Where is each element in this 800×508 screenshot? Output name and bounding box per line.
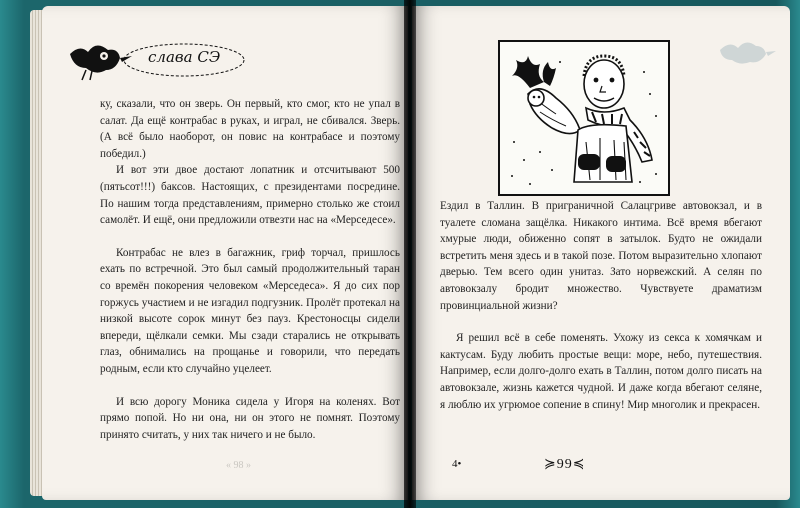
footer-marker: 4•: [452, 458, 462, 470]
paragraph: Контрабас не влез в багажник, гриф торчал, пришлось ехать по встречной. Это был самый продолжительный таран со времён покорения человеком «Мерседеса». Я до сих пор горжусь участием и не изгадил подгузник. Пролёт протекал на низкой высоте сорок минут без пауз. Крестоносцы сидели впереди, щёлкали семки. Мы сзади старались не открывать глаз, обнимались на прощанье и говорили, что передать родным, если кто случайно уцелеет.: [100, 246, 400, 375]
left-page-text: [100, 96, 400, 443]
paragraph: И вот эти двое достают лопатник и отсчитывают 500 (пятьсот!!!) баксов. Настоящих, с президентами посредине. По нашим тогда представлениям, примерно столько же стоил самолёт. И ещё, они предложили отвезти нас на «Мерседесе».: [100, 164, 400, 227]
paragraph: Я решил всё в себе поменять. Ухожу из секса к хомячкам и кактусам. Буду любить простые вещи: море, небо, путешествия. Например, если долго-долго ехать в Таллин, потом долго писать на автовокзале, жизнь кажется чудной. И даже когда вбегают селяне, я люблю их угрюмое сопение в спину! Мир многолик и прекрасен.: [440, 332, 762, 411]
paragraph: Ездил в Таллин. В приграничной Салацгриве автовокзал, и в туалете сломана защёлка. Никакого интима. Всё время вбегают хмурые люди, обиженно сопят в затылок. Будто не ожидали встретить меня здесь и в такой позе. Потом выразительно хлопают дверью. Тем всего один унитаз. Зато норвежский. А селян по автовокзалу бродит множество. Чувствуете драматизм провинциальной жизни?: [440, 200, 762, 312]
faint-bird-icon: [680, 34, 780, 68]
page-number: ≽99≼: [544, 457, 586, 472]
paragraph: ку, сказали, что он зверь. Он первый, кто смог, кто не упал в салат. Да ещё контрабас в руках, и играл, не сбивался. Зверь. (А всё было наоборот, он повис на контрабасе и поэтому победил.): [100, 98, 400, 160]
logo-text: слава СЭ: [148, 48, 221, 66]
book-gutter: [404, 0, 416, 508]
page-footer: [452, 456, 592, 476]
man-holding-cat-icon: [500, 42, 668, 194]
right-page-text: [440, 198, 762, 413]
bleed-through-footer: « 98 »: [226, 460, 251, 471]
illustration-man-with-cat: [498, 40, 670, 196]
paragraph: И всю дорогу Моника сидела у Игоря на коленях. Вот прямо попой. Но ни она, ни он этого не помнят. Поэтому принято считать, у них так ничего и не было.: [100, 395, 400, 441]
